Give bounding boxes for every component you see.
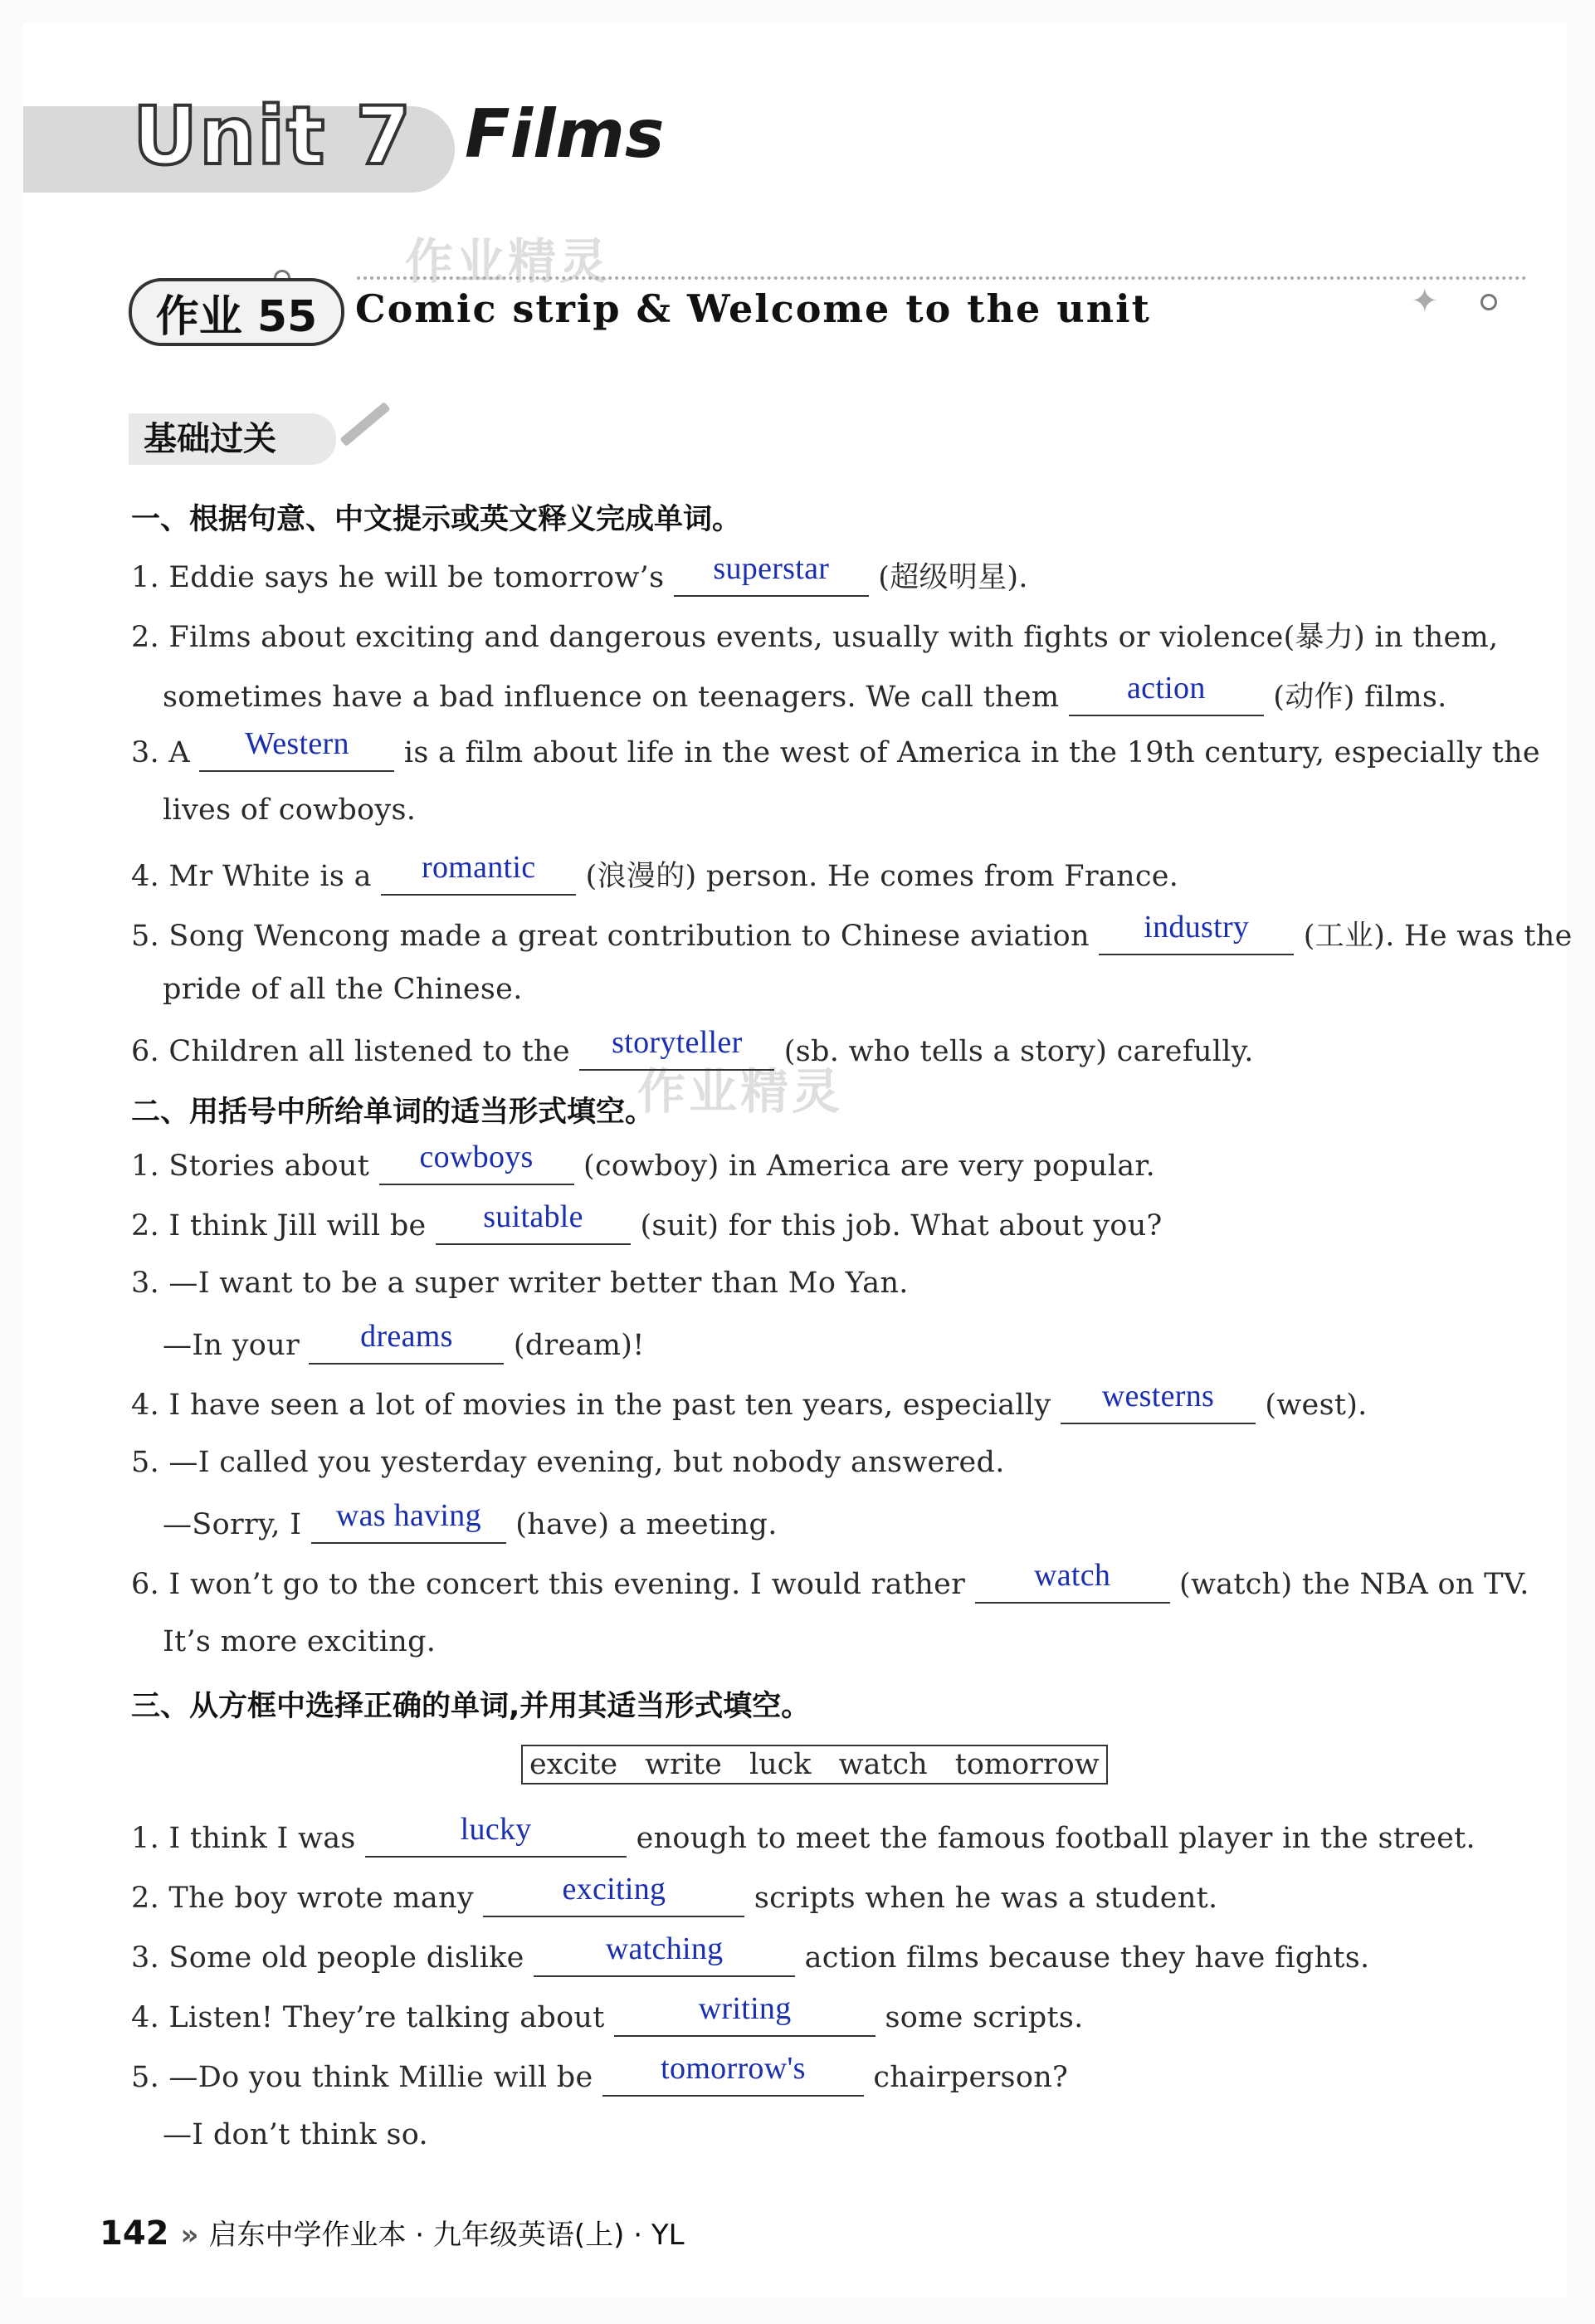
word-box: excite write luck watch tomorrow xyxy=(521,1745,1108,1784)
exercise-line: —I don’t think so. xyxy=(163,2118,428,2151)
answer-blank[interactable]: exciting xyxy=(483,1879,744,1917)
exercise-line: It’s more exciting. xyxy=(163,1625,437,1658)
exercise-line: 2. Films about exciting and dangerous events, usually with fights or violence(暴力) in them, xyxy=(131,621,1499,654)
exercise-line: 3. Some old people dislike watching action films because they have fights. xyxy=(131,1939,1369,1977)
sparkle-icon: ✦ xyxy=(1411,282,1439,320)
answer-blank[interactable]: storyteller xyxy=(579,1033,774,1071)
decorative-dotted-line xyxy=(357,276,1527,280)
exercise-line: 4. Mr White is a romantic (浪漫的) person. He comes from France. xyxy=(131,853,1178,896)
answer-blank[interactable]: romantic xyxy=(381,857,576,896)
part1-heading: 一、根据句意、中文提示或英文释义完成单词。 xyxy=(131,503,742,536)
exercise-line: 4. I have seen a lot of movies in the past ten years, especially westerns (west). xyxy=(131,1386,1368,1424)
answer-blank[interactable]: lucky xyxy=(365,1819,627,1858)
dot-icon xyxy=(1480,294,1497,310)
page-footer xyxy=(100,2212,685,2253)
page-number: 142 xyxy=(100,2214,169,2253)
exercise-line: 3. A Western is a film about life in the west of America in the 19th century, especially the xyxy=(131,734,1540,772)
answer-blank[interactable]: Western xyxy=(199,734,394,772)
answer-blank[interactable]: tomorrow's xyxy=(602,2058,864,2097)
watermark: 作业精灵 xyxy=(637,1063,844,1120)
exercise-line: 2. The boy wrote many exciting scripts when he was a student. xyxy=(131,1879,1217,1917)
unit-label: Unit 7 xyxy=(133,90,413,183)
exercise-line: 4. Listen! They’re talking about writing some scripts. xyxy=(131,1999,1084,2037)
unit-title: Films xyxy=(465,95,665,173)
exercise-line: —In your dreams (dream)! xyxy=(163,1326,645,1365)
bleed-through-text xyxy=(853,131,1567,231)
exercise-line: 5. —I called you yesterday evening, but nobody answered. xyxy=(131,1446,1005,1479)
exercise-line: pride of all the Chinese. xyxy=(163,973,523,1006)
exercise-line: 1. Stories about cowboys (cowboy) in America are very popular. xyxy=(131,1147,1155,1185)
answer-blank[interactable]: watching xyxy=(534,1939,795,1977)
homework-title: Comic strip & Welcome to the unit xyxy=(355,286,1151,331)
part3-heading: 三、从方框中选择正确的单词,并用其适当形式填空。 xyxy=(131,1690,811,1723)
answer-blank[interactable]: westerns xyxy=(1061,1386,1256,1424)
answer-blank[interactable]: writing xyxy=(614,1999,876,2037)
part2-heading: 二、用括号中所给单词的适当形式填空。 xyxy=(131,1096,655,1129)
double-chevron-icon: » xyxy=(180,2219,199,2252)
exercise-line: 3. —I want to be a super writer better than Mo Yan. xyxy=(131,1267,909,1300)
exercise-line: 5. Song Wencong made a great contribution to Chinese aviation industry (工业). He was the xyxy=(131,913,1573,955)
homework-badge: 作业 55 xyxy=(129,278,344,346)
exercise-line: —Sorry, I was having (have) a meeting. xyxy=(163,1506,778,1544)
answer-blank[interactable]: superstar xyxy=(674,559,869,597)
answer-blank[interactable]: cowboys xyxy=(379,1147,574,1185)
answer-blank[interactable]: watch xyxy=(975,1565,1170,1604)
exercise-line: 1. I think I was lucky enough to meet the famous football player in the street. xyxy=(131,1819,1475,1858)
watermark: 作业精灵 xyxy=(405,233,612,290)
answer-blank[interactable]: industry xyxy=(1099,917,1294,955)
answer-blank[interactable]: dreams xyxy=(309,1326,504,1365)
exercise-line: 6. Children all listened to the storyteller (sb. who tells a story) carefully. xyxy=(131,1033,1254,1071)
answer-blank[interactable]: was having xyxy=(311,1506,506,1544)
answer-blank[interactable]: action xyxy=(1069,678,1264,716)
exercise-line: 1. Eddie says he will be tomorrow’s superstar (超级明星). xyxy=(131,554,1028,597)
exercise-line: 6. I won’t go to the concert this evening. I would rather watch (watch) the NBA on TV. xyxy=(131,1565,1529,1604)
answer-blank[interactable]: suitable xyxy=(436,1207,631,1245)
section-tag: 基础过关 xyxy=(129,413,336,465)
exercise-line: lives of cowboys. xyxy=(163,793,417,827)
book-title: 启东中学作业本 · 九年级英语(上) · YL xyxy=(208,2219,685,2252)
exercise-line: 2. I think Jill will be suitable (suit) for this job. What about you? xyxy=(131,1207,1163,1245)
exercise-line: sometimes have a bad influence on teenagers. We call them action (动作) films. xyxy=(163,674,1447,716)
exercise-line: 5. —Do you think Millie will be tomorrow's chairperson? xyxy=(131,2058,1068,2097)
